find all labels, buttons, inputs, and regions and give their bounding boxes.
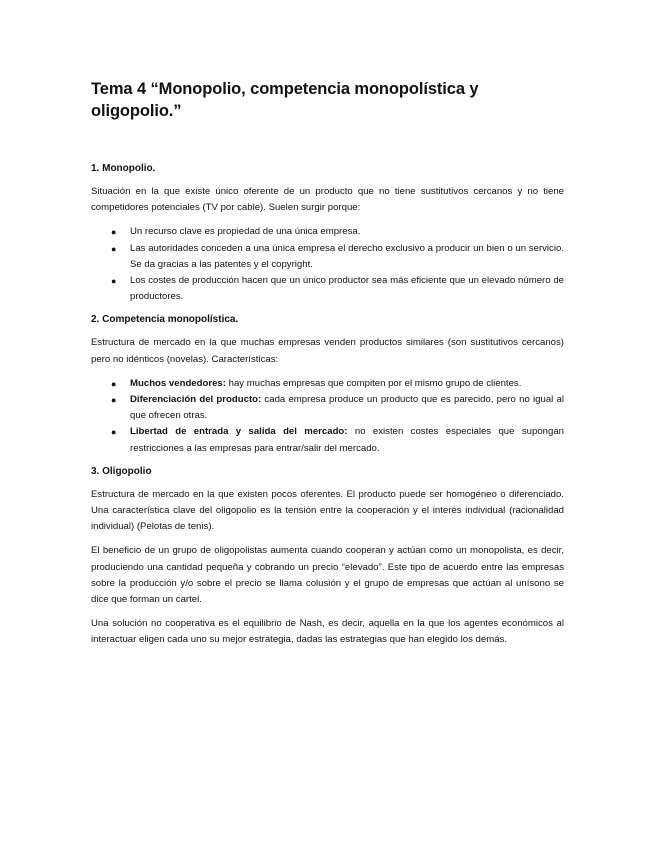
bullet-icon: ● <box>111 427 117 438</box>
list-item <box>91 424 564 456</box>
bullet-list <box>91 376 564 457</box>
document-content <box>91 78 564 649</box>
list-item-bold-term: Diferenciación del producto: <box>130 394 262 406</box>
list-item-bold-term: Muchos vendedores: <box>130 377 226 389</box>
paragraph: El beneficio de un grupo de oligopolistas aumenta cuando cooperan y actúan como un monopolista, es decir, produciendo una cantidad pequeña y cobrando un precio “elevado”. Este tipo de acuerdo entre las empresas sobre la producción y/o sobre el precio se llama colusión y el grupo de empresas que actúan al unísono se dice que forman un cartel. <box>91 545 564 606</box>
list-item <box>91 241 564 273</box>
paragraph: Una solución no cooperativa es el equilibrio de Nash, es decir, aquella en la que los agentes económicos al interactuar eligen cada uno su mejor estrategia, dadas las estrategias que han elegido los demás. <box>91 618 564 646</box>
section-competencia-monopolistica <box>91 313 564 456</box>
list-item-text: Las autoridades conceden a una única empresa el derecho exclusivo a producir un bien o un servicio. Se da gracias a las patentes y el copyright. <box>130 242 564 270</box>
list-item <box>91 392 564 424</box>
bullet-icon: ● <box>111 378 117 389</box>
list-item-text: Un recurso clave es propiedad de una única empresa. <box>130 226 361 238</box>
bullet-icon: ● <box>111 227 117 238</box>
list-item <box>91 273 564 305</box>
list-item-text: no existen costes especiales que supongan restricciones a las empresas para entrar/salir del mercado. <box>130 426 564 454</box>
list-item <box>91 224 564 240</box>
list-item-text: Los costes de producción hacen que un único productor sea más eficiente que un elevado número de productores. <box>130 275 564 303</box>
bullet-icon: ● <box>111 395 117 406</box>
section-monopolio <box>91 162 564 305</box>
bullet-list <box>91 224 564 305</box>
bullet-icon: ● <box>111 243 117 254</box>
section-heading: 3. Oligopolio <box>91 465 152 477</box>
bullet-icon: ● <box>111 276 117 287</box>
paragraph: Situación en la que existe único oferente de un producto que no tiene sustitutivos cercanos y no tiene competidores potenciales (TV por cable). Suelen surgir porque: <box>91 186 564 214</box>
list-item-bold-term: Libertad de entrada y salida del mercado: <box>130 426 348 438</box>
section-heading: 2. Competencia monopolística. <box>91 314 239 326</box>
list-item-text: hay muchas empresas que compiten por el mismo grupo de clientes. <box>225 377 522 389</box>
document-title: Tema 4 “Monopolio, competencia monopolística y oligopolio.” <box>91 80 479 120</box>
paragraph: Estructura de mercado en la que existen pocos oferentes. El producto puede ser homogéneo o diferenciado. Una característica clave del oligopolio es la tensión entre la cooperación y el interés individual (racionalidad individual) (Pelotas de tenis). <box>91 488 564 533</box>
paragraph: Estructura de mercado en la que muchas empresas venden productos similares (son sustitutivos cercanos) pero no idénticos (novelas). Características: <box>91 337 564 365</box>
section-oligopolio <box>91 465 564 649</box>
section-heading: 1. Monopolio. <box>91 163 156 174</box>
list-item-text: cada empresa produce un producto que es parecido, pero no igual al que ofrecen otras. <box>130 394 564 422</box>
list-item <box>91 376 564 392</box>
